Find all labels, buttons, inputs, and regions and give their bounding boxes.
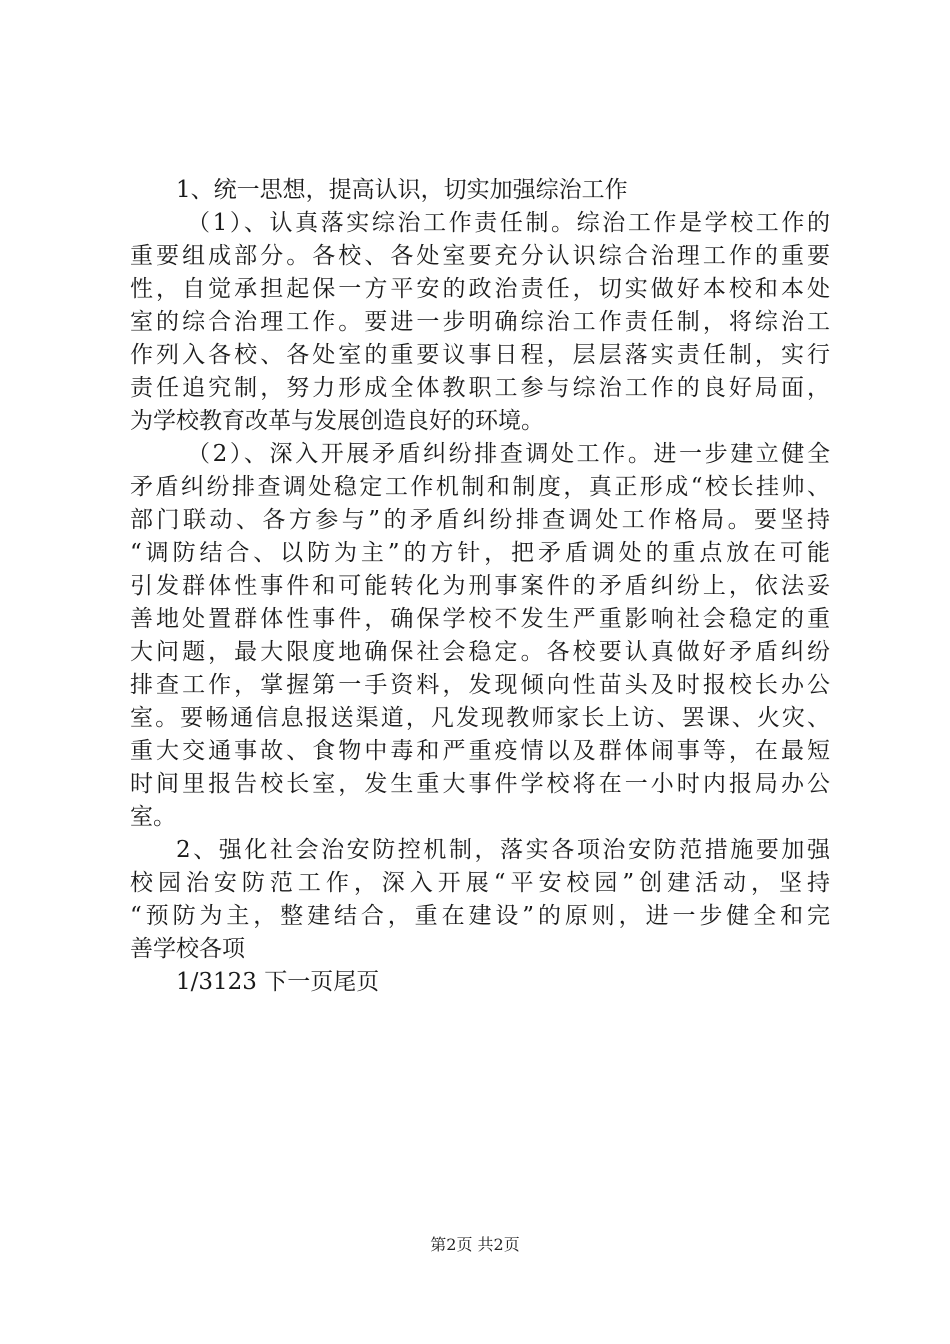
- paragraph-line: 室。: [130, 804, 176, 830]
- paragraph-line: 责任追究制，努力形成全体教职工参与综治工作的良好局面，: [130, 375, 830, 401]
- heading-1: 1、统一思想，提高认识，切实加强综治工作: [176, 177, 628, 203]
- paragraph-line: 善学校各项: [130, 936, 245, 962]
- paragraph-line: “预防为主，整建结合，重在建设”的原则，进一步健全和完: [130, 903, 830, 929]
- paragraph-line: 2、强化社会治安防控机制，落实各项治安防范措施要加强: [176, 837, 830, 863]
- paragraph-line: 室。要畅通信息报送渠道，凡发现教师家长上访、罢课、火灾、: [130, 705, 830, 731]
- paragraph-line: “调防结合、以防为主”的方针，把矛盾调处的重点放在可能: [130, 540, 830, 566]
- page-footer: 第2页 共2页: [430, 1235, 520, 1254]
- paragraph-line: 矛盾纠纷排查调处稳定工作机制和制度，真正形成“校长挂帅、: [130, 474, 830, 500]
- paragraph-line: 校园治安防范工作，深入开展“平安校园”创建活动，坚持: [130, 870, 830, 896]
- paragraph-line: 排查工作，掌握第一手资料，发现倾向性苗头及时报校长办公: [130, 672, 830, 698]
- paragraph-line: 引发群体性事件和可能转化为刑事案件的矛盾纠纷上，依法妥: [130, 573, 830, 599]
- document-body: [130, 174, 830, 999]
- paragraph-line: 部门联动、各方参与”的矛盾纠纷排查调处工作格局。要坚持: [130, 507, 830, 533]
- paragraph-line: 为学校教育改革与发展创造良好的环境。: [130, 408, 544, 434]
- paragraph-line: （2）、深入开展矛盾纠纷排查调处工作。进一步建立健全: [187, 441, 830, 467]
- paragraph-line: 善地处置群体性事件，确保学校不发生严重影响社会稳定的重: [130, 606, 830, 632]
- paragraph-line: 大问题，最大限度地确保社会稳定。各校要认真做好矛盾纠纷: [130, 639, 830, 665]
- paragraph-line: 重要组成部分。各校、各处室要充分认识综合治理工作的重要: [130, 243, 830, 269]
- paragraph-line: 作列入各校、各处室的重要议事日程，层层落实责任制，实行: [130, 342, 830, 368]
- paragraph-line: 时间里报告校长室，发生重大事件学校将在一小时内报局办公: [130, 771, 830, 797]
- paragraph-line: 室的综合治理工作。要进一步明确综治工作责任制，将综治工: [130, 309, 830, 335]
- paragraph-line: （1）、认真落实综治工作责任制。综治工作是学校工作的: [187, 210, 830, 236]
- paragraph-line: 重大交通事故、食物中毒和严重疫情以及群体闹事等，在最短: [130, 738, 830, 764]
- paragraph-line: 性，自觉承担起保一方平安的政治责任，切实做好本校和本处: [130, 276, 830, 302]
- pagination-text: 1/3123 下一页尾页: [176, 969, 380, 995]
